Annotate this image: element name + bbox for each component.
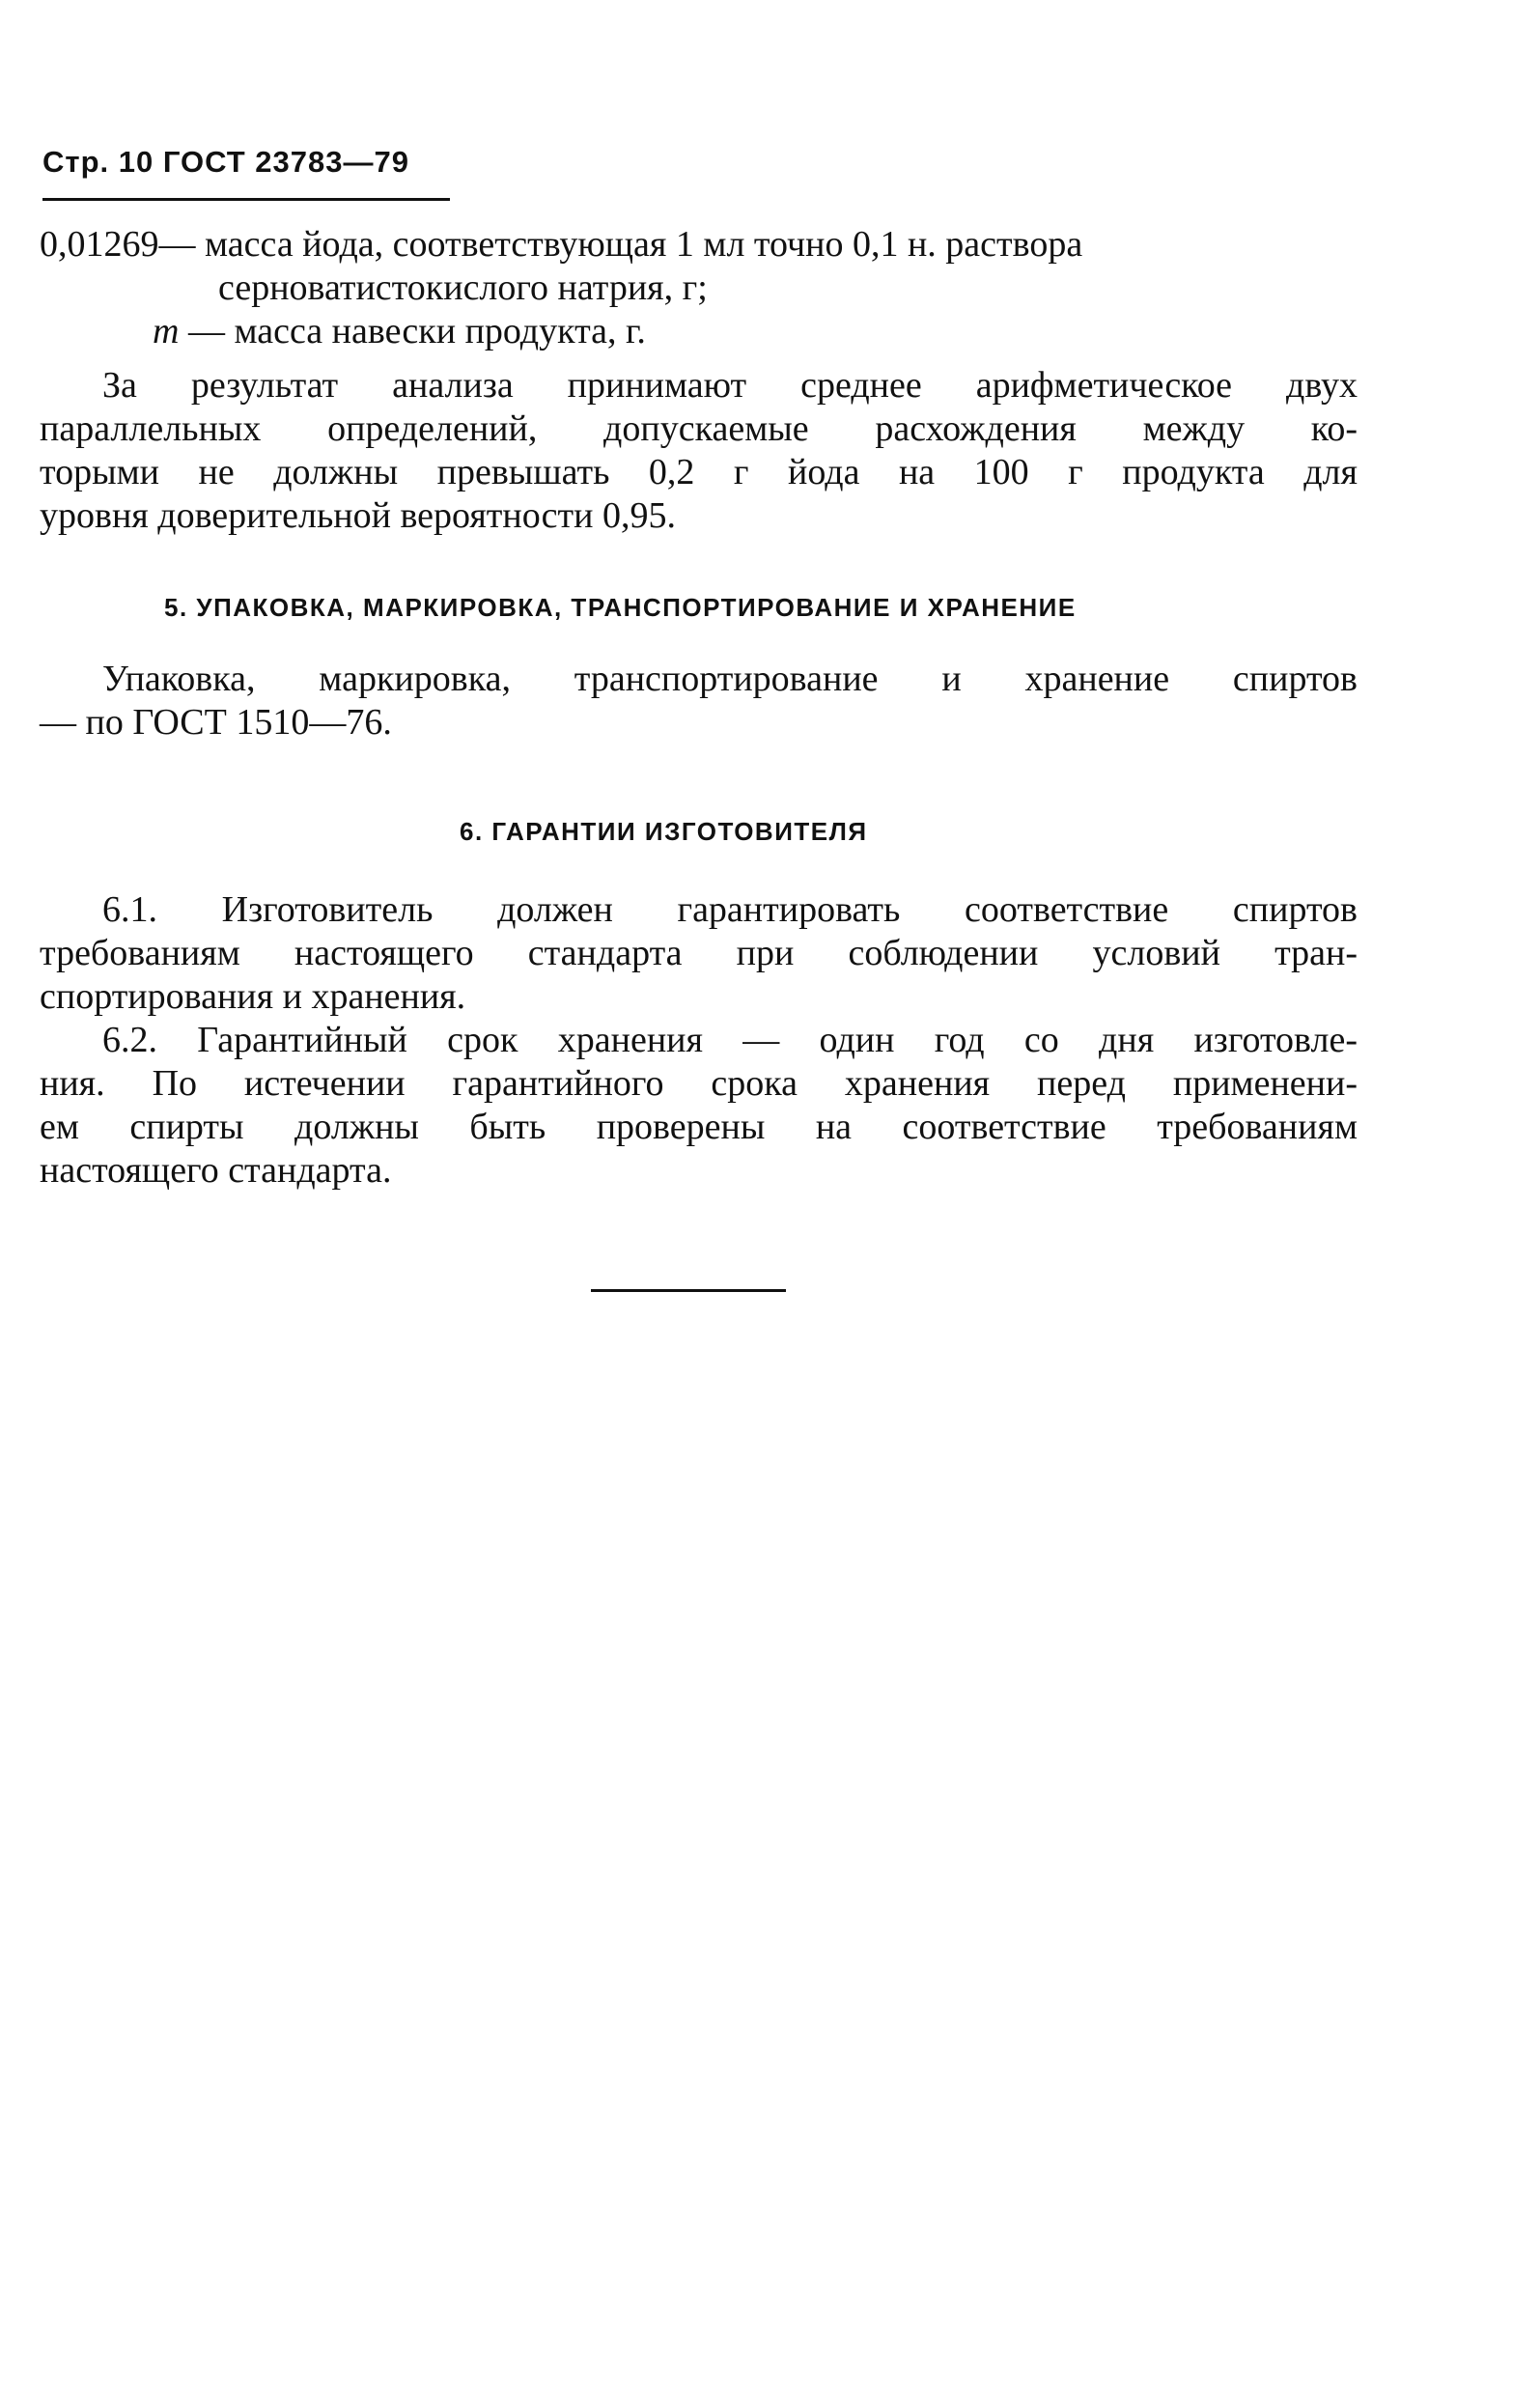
- section5-line-2: — по ГОСТ 1510—76.: [40, 702, 392, 743]
- section6-p1-line-3: спортирования и хранения.: [40, 976, 466, 1017]
- legend-symbol: m: [153, 311, 180, 351]
- legend-description-2: — масса навески продукта, г.: [187, 311, 646, 351]
- result-line-4: уровня доверительной вероятности 0,95.: [40, 495, 676, 536]
- section5-line-1: Упаковка, маркировка, транспортирование и хранение спиртов: [102, 659, 1358, 699]
- section6-p1-line-1: 6.1. Изготовитель должен гарантировать соответствие спиртов: [102, 889, 1358, 930]
- result-line-1: За результат анализа принимают среднее арифметическое двух: [102, 365, 1358, 406]
- section6-p2-line-2: ния. По истечении гарантийного срока хранения перед применени-: [40, 1063, 1358, 1104]
- section6-p2-line-4: настоящего стандарта.: [40, 1150, 392, 1191]
- result-line-2: параллельных определений, допускаемые расхождения между ко-: [40, 408, 1358, 449]
- section6-heading: 6. ГАРАНТИИ ИЗГОТОВИТЕЛЯ: [460, 817, 868, 846]
- legend-line-3: [153, 310, 646, 353]
- section6-p1-line-2: требованиям настоящего стандарта при соблюдении условий тран-: [40, 933, 1358, 973]
- standard-designation: ГОСТ 23783—79: [162, 145, 409, 179]
- result-line-3: торыми не должны превышать 0,2 г йода на 100 г продукта для: [40, 452, 1358, 492]
- section6-p2-line-3: ем спирты должны быть проверены на соответствие требованиям: [40, 1107, 1358, 1147]
- page-header: [42, 145, 448, 180]
- page-number: Стр. 10: [42, 145, 154, 179]
- legend-description: — масса йода, соответствующая 1 мл точно 0,1 н. раствора: [158, 224, 1083, 265]
- section5-heading: 5. УПАКОВКА, МАРКИРОВКА, ТРАНСПОРТИРОВАНИЕ И ХРАНЕНИЕ: [164, 593, 1077, 622]
- legend-line-1: [40, 223, 1082, 267]
- legend-value: 0,01269: [40, 224, 159, 265]
- legend-line-2: серноватистокислого натрия, г;: [218, 267, 708, 308]
- header-rule: [42, 198, 450, 201]
- section6-p2-line-1: 6.2. Гарантийный срок хранения — один год со дня изготовле-: [102, 1020, 1358, 1060]
- end-rule: [591, 1289, 786, 1292]
